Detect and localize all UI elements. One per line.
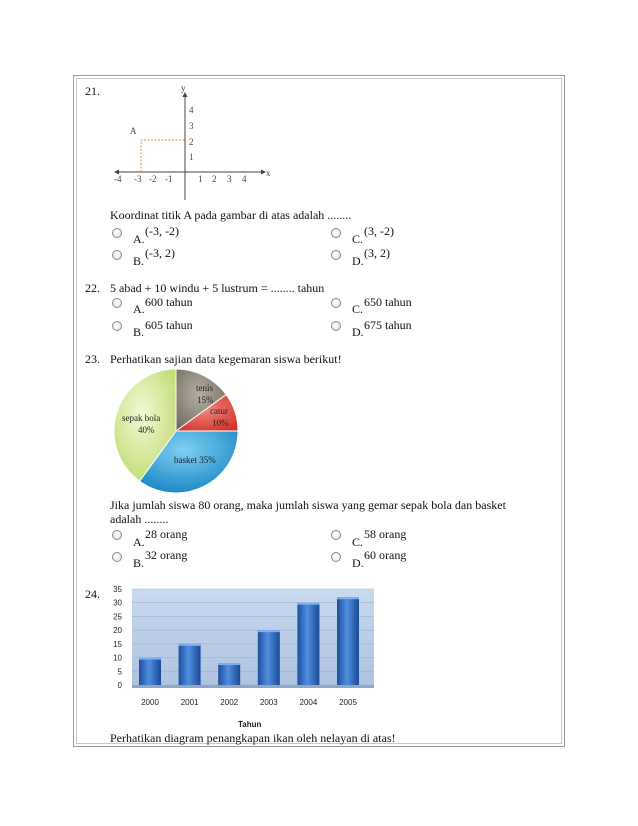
x-tick-label: 2000 — [141, 698, 159, 707]
q22-option-c-value: 650 tahun — [364, 295, 412, 309]
pie-label-sepakbola-percent: 40% — [138, 425, 155, 435]
x-tick-label: 2003 — [259, 698, 278, 707]
q23-option-b-value: 32 orang — [145, 548, 188, 562]
pie-label-catur-name: catur — [210, 406, 228, 416]
y-axis-label: y — [181, 84, 186, 93]
q22-number: 22. — [85, 281, 100, 295]
q23-option-d-value: 60 orang — [364, 548, 407, 562]
q23-number: 23. — [85, 352, 100, 366]
bar-highlight — [337, 597, 359, 599]
q23-option-c-letter: C. — [352, 535, 364, 549]
y-tick-label: 30 — [113, 598, 122, 608]
q24-number: 24. — [85, 587, 100, 601]
y-tick: 2 — [189, 137, 194, 147]
q24-closing: Perhatikan diagram penangkapan ikan oleh nelayan di atas! — [110, 731, 396, 745]
pie-label-basket: basket 35% — [174, 455, 216, 465]
bar-2003 — [258, 630, 280, 685]
q23-option-c-radio[interactable] — [331, 530, 341, 540]
y-tick-label: 35 — [113, 585, 122, 594]
bar-2002 — [218, 663, 240, 685]
q23-question-line2: adalah ........ — [110, 512, 169, 526]
bar-highlight — [297, 603, 319, 605]
q21-option-a-radio[interactable] — [112, 228, 122, 238]
x-axis-title: Tahun — [238, 720, 262, 729]
q21-option-d-letter: D. — [352, 254, 364, 268]
q22-option-c-letter: C. — [352, 302, 364, 316]
q22-option-d-radio[interactable] — [331, 321, 341, 331]
q21-number: 21. — [85, 84, 100, 98]
x-tick-label: 2001 — [180, 698, 199, 707]
x-tick: -3 — [134, 174, 142, 184]
x-tick: 2 — [212, 174, 217, 184]
x-tick: -4 — [114, 174, 122, 184]
q23-option-a-value: 28 orang — [145, 527, 188, 541]
q22-option-b-value: 605 tahun — [145, 318, 193, 332]
q21-option-b-radio[interactable] — [112, 250, 122, 260]
q23-intro: Perhatikan sajian data kegemaran siswa berikut! — [110, 352, 342, 366]
point-a-label: A — [130, 126, 137, 136]
x-tick-label: 2002 — [220, 698, 239, 707]
q22-option-d-value: 675 tahun — [364, 318, 412, 332]
bar-2004 — [297, 603, 319, 685]
pie-label-catur-percent: 10% — [212, 418, 229, 428]
bar-2000 — [139, 658, 161, 685]
q21-option-c-radio[interactable] — [331, 228, 341, 238]
y-tick-label: 5 — [117, 667, 122, 677]
q22-option-a-radio[interactable] — [112, 298, 122, 308]
x-tick: 1 — [198, 174, 203, 184]
x-tick-label: 2005 — [339, 698, 357, 707]
y-tick-label: 20 — [113, 626, 122, 636]
y-tick: 3 — [189, 121, 194, 131]
q21-question: Koordinat titik A pada gambar di atas adalah ........ — [110, 208, 352, 222]
q22-option-b-letter: B. — [133, 325, 145, 339]
y-tick: 1 — [189, 152, 194, 162]
q22-option-a-value: 600 tahun — [145, 295, 193, 309]
q23-pie-chart — [110, 364, 246, 498]
q22-question: 5 abad + 10 windu + 5 lustrum = ........ tahun — [110, 281, 325, 295]
q21-coordinate-graph — [108, 84, 278, 202]
y-tick-label: 15 — [113, 639, 122, 649]
x-tick: -2 — [149, 174, 157, 184]
x-tick-label: 2004 — [299, 698, 318, 707]
q21-option-c-value: (3, -2) — [364, 224, 394, 238]
q21-option-d-radio[interactable] — [331, 250, 341, 260]
q21-option-c-letter: C. — [352, 232, 364, 246]
x-tick: -1 — [165, 174, 173, 184]
y-tick-label: 10 — [113, 653, 122, 663]
q22-option-d-letter: D. — [352, 325, 364, 339]
q22-option-b-radio[interactable] — [112, 321, 122, 331]
q24-bar-chart — [108, 582, 378, 730]
q23-option-d-radio[interactable] — [331, 552, 341, 562]
bar-highlight — [258, 630, 280, 632]
bar-2005 — [337, 597, 359, 685]
bar-highlight — [218, 663, 240, 665]
q23-option-a-radio[interactable] — [112, 530, 122, 540]
q21-option-a-letter: A. — [133, 232, 145, 246]
x-tick: 3 — [227, 174, 232, 184]
y-tick-label: 25 — [113, 612, 122, 622]
q23-option-b-radio[interactable] — [112, 552, 122, 562]
bar-2001 — [179, 644, 201, 685]
y-tick: 4 — [189, 105, 194, 115]
x-tick: 4 — [242, 174, 247, 184]
pie-label-sepakbola-name: sepak bola — [122, 413, 161, 423]
bar-highlight — [179, 644, 201, 646]
q23-option-c-value: 58 orang — [364, 527, 407, 541]
q22-option-a-letter: A. — [133, 302, 145, 316]
q21-option-b-letter: B. — [133, 254, 145, 268]
q23-option-d-letter: D. — [352, 556, 364, 570]
q21-option-d-value: (3, 2) — [364, 246, 390, 260]
q21-option-a-value: (-3, -2) — [145, 224, 179, 238]
point-a-guide — [141, 140, 185, 172]
x-axis-label: x — [266, 168, 271, 178]
bar-highlight — [139, 658, 161, 660]
y-tick-label: 0 — [117, 681, 122, 690]
q23-option-a-letter: A. — [133, 535, 145, 549]
pie-label-tenis-percent: 15% — [197, 395, 214, 405]
pie-label-tenis-name: tenis — [196, 383, 213, 393]
plot-floor — [132, 685, 374, 688]
q23-option-b-letter: B. — [133, 556, 145, 570]
q23-question-line1: Jika jumlah siswa 80 orang, maka jumlah siswa yang gemar sepak bola dan basket — [110, 498, 506, 512]
q21-option-b-value: (-3, 2) — [145, 246, 175, 260]
q22-option-c-radio[interactable] — [331, 298, 341, 308]
